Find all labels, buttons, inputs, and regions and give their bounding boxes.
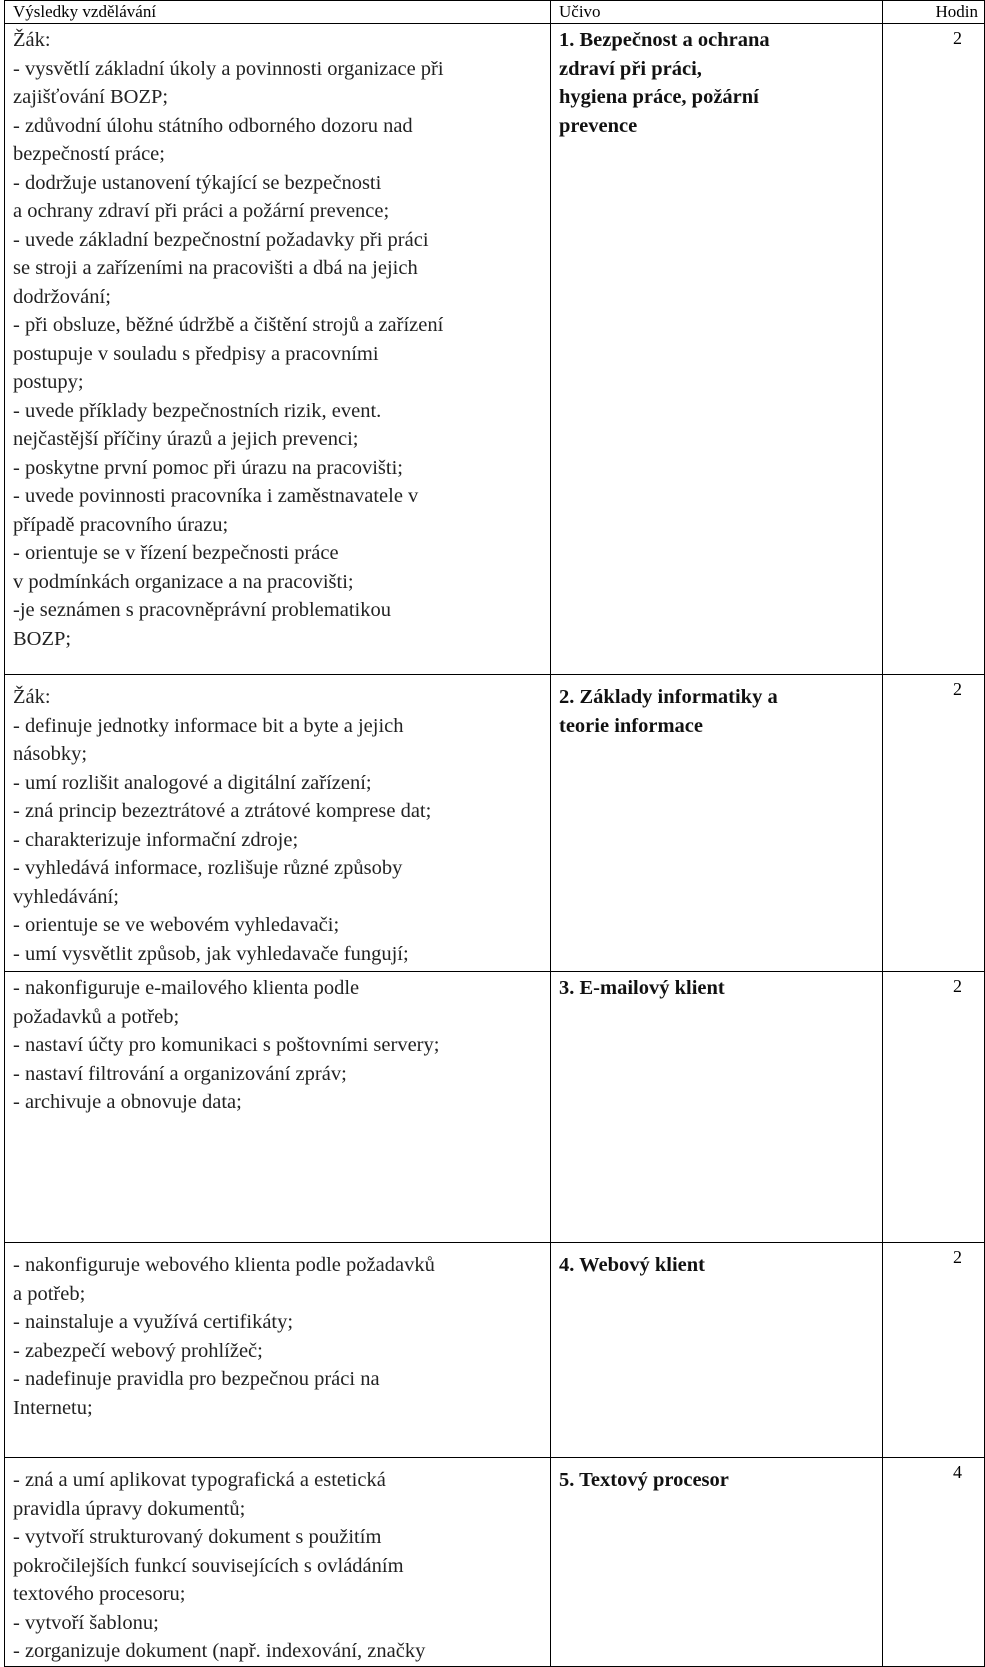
- outcome-line: - vytvoří šablonu;: [13, 1611, 159, 1634]
- header-hours: Hodin: [883, 1, 985, 24]
- outcomes-cell: [5, 1243, 551, 1458]
- topic-cell: [551, 1243, 883, 1458]
- outcome-line: - orientuje se ve webovém vyhledavači;: [13, 914, 340, 936]
- outcome-line: - uvede základní bezpečnostní požadavky při práci: [13, 228, 429, 251]
- outcome-line: - zabezpečí webový prohlížeč;: [13, 1339, 263, 1362]
- outcome-line: -je seznámen s pracovněprávní problematikou: [13, 599, 391, 621]
- topic-line: teorie informace: [559, 714, 703, 737]
- outcome-line: nejčastější příčiny úrazů a jejich prevenci;: [13, 428, 359, 450]
- topic-line: 1. Bezpečnost a ochrana: [559, 29, 770, 51]
- outcome-line: - nadefinuje pravidla pro bezpečnou práci na: [13, 1368, 380, 1390]
- outcome-line: - nainstaluje a využívá certifikáty;: [13, 1311, 294, 1333]
- outcome-line: - archivuje a obnovuje data;: [13, 1091, 242, 1113]
- outcome-line: pokročilejších funkcí souvisejících s ovládáním: [13, 1554, 404, 1577]
- topic-line: prevence: [559, 114, 638, 137]
- outcome-line: - charakterizuje informační zdroje;: [13, 828, 299, 851]
- header-outcomes: Výsledky vzdělávání: [5, 1, 551, 24]
- outcome-line: Žák:: [13, 686, 51, 708]
- outcome-line: - uvede povinnosti pracovníka i zaměstnavatele v: [13, 485, 419, 507]
- outcome-line: BOZP;: [13, 627, 72, 650]
- table-row: [5, 1458, 985, 1667]
- outcome-line: - při obsluze, běžné údržbě a čištění strojů a zařízení: [13, 314, 444, 336]
- outcome-line: - zná princip bezeztrátové a ztrátové komprese dat;: [13, 800, 432, 822]
- outcome-line: Žák:: [13, 29, 51, 51]
- outcome-line: a ochrany zdraví při práci a požární prevence;: [13, 200, 390, 222]
- table-row: [5, 24, 985, 675]
- header-content: Učivo: [551, 1, 883, 24]
- outcome-line: - vyhledává informace, rozlišuje různé způsoby: [13, 857, 403, 879]
- topic-cell: [551, 675, 883, 972]
- outcome-line: - zná a umí aplikovat typografická a estetická: [13, 1469, 386, 1491]
- outcome-line: textového procesoru;: [13, 1583, 186, 1605]
- topic-cell: [551, 1458, 883, 1667]
- outcome-line: - nakonfiguruje e-mailového klienta podle: [13, 977, 360, 999]
- outcomes-cell: [5, 675, 551, 972]
- outcome-line: případě pracovního úrazu;: [13, 513, 229, 536]
- outcome-line: - definuje jednotky informace bit a byte a jejich: [13, 714, 404, 737]
- outcome-line: násobky;: [13, 743, 88, 765]
- outcome-line: - vysvětlí základní úkoly a povinnosti organizace při: [13, 57, 444, 80]
- table-row: [5, 675, 985, 972]
- outcome-line: a potřeb;: [13, 1282, 86, 1305]
- table-row: [5, 1243, 985, 1458]
- curriculum-table: [4, 0, 985, 1667]
- hours-value: 4: [953, 1462, 962, 1482]
- hours-value: 2: [953, 679, 962, 699]
- topic-cell: [551, 24, 883, 675]
- outcome-line: - nakonfiguruje webového klienta podle požadavků: [13, 1254, 435, 1276]
- outcome-line: vyhledávání;: [13, 885, 119, 908]
- topic-line: 5. Textový procesor: [559, 1469, 729, 1491]
- outcomes-cell: [5, 972, 551, 1243]
- outcome-line: - dodržuje ustanovení týkající se bezpečnosti: [13, 171, 382, 194]
- hours-cell: [883, 1243, 985, 1458]
- outcome-line: - uvede příklady bezpečnostních rizik, event.: [13, 399, 382, 422]
- outcome-line: pravidla úpravy dokumentů;: [13, 1497, 246, 1520]
- outcome-line: - poskytne první pomoc při úrazu na pracovišti;: [13, 456, 403, 479]
- outcomes-cell: [5, 24, 551, 675]
- outcome-line: - zorganizuje dokument (např. indexování, značky: [13, 1640, 426, 1662]
- outcome-line: postupy;: [13, 371, 84, 393]
- topic-line: hygiena práce, požární: [559, 86, 759, 108]
- outcome-line: postupuje v souladu s předpisy a pracovními: [13, 342, 379, 365]
- hours-cell: [883, 1458, 985, 1667]
- hours-value: 2: [953, 28, 962, 48]
- table-row: [5, 972, 985, 1243]
- hours-value: 2: [953, 1247, 962, 1267]
- outcome-line: - vytvoří strukturovaný dokument s použitím: [13, 1526, 382, 1548]
- outcome-line: - nastaví filtrování a organizování zpráv;: [13, 1062, 347, 1085]
- hours-cell: [883, 24, 985, 675]
- outcome-line: - umí rozlišit analogové a digitální zařízení;: [13, 771, 372, 794]
- outcome-line: v podmínkách organizace a na pracovišti;: [13, 570, 354, 593]
- outcome-line: dodržování;: [13, 285, 111, 308]
- outcome-line: se stroji a zařízeními na pracovišti a dbá na jejich: [13, 257, 418, 279]
- topic-line: zdraví při práci,: [559, 57, 702, 80]
- outcomes-cell: [5, 1458, 551, 1667]
- outcome-line: požadavků a potřeb;: [13, 1005, 180, 1028]
- topic-cell: [551, 972, 883, 1243]
- topic-line: 3. E-mailový klient: [559, 977, 725, 999]
- outcome-line: - nastaví účty pro komunikaci s poštovními servery;: [13, 1034, 440, 1056]
- hours-cell: [883, 972, 985, 1243]
- outcome-line: - zdůvodní úlohu státního odborného dozoru nad: [13, 114, 413, 137]
- table-header-row: [5, 1, 985, 24]
- hours-cell: [883, 675, 985, 972]
- outcome-line: bezpečností práce;: [13, 143, 165, 165]
- outcome-line: - orientuje se v řízení bezpečnosti práce: [13, 542, 339, 564]
- hours-value: 2: [953, 976, 962, 996]
- topic-line: 4. Webový klient: [559, 1254, 705, 1276]
- outcome-line: - umí vysvětlit způsob, jak vyhledavače fungují;: [13, 942, 409, 965]
- outcome-line: zajišťování BOZP;: [13, 86, 169, 108]
- outcome-line: Internetu;: [13, 1396, 93, 1419]
- topic-line: 2. Základy informatiky a: [559, 686, 778, 708]
